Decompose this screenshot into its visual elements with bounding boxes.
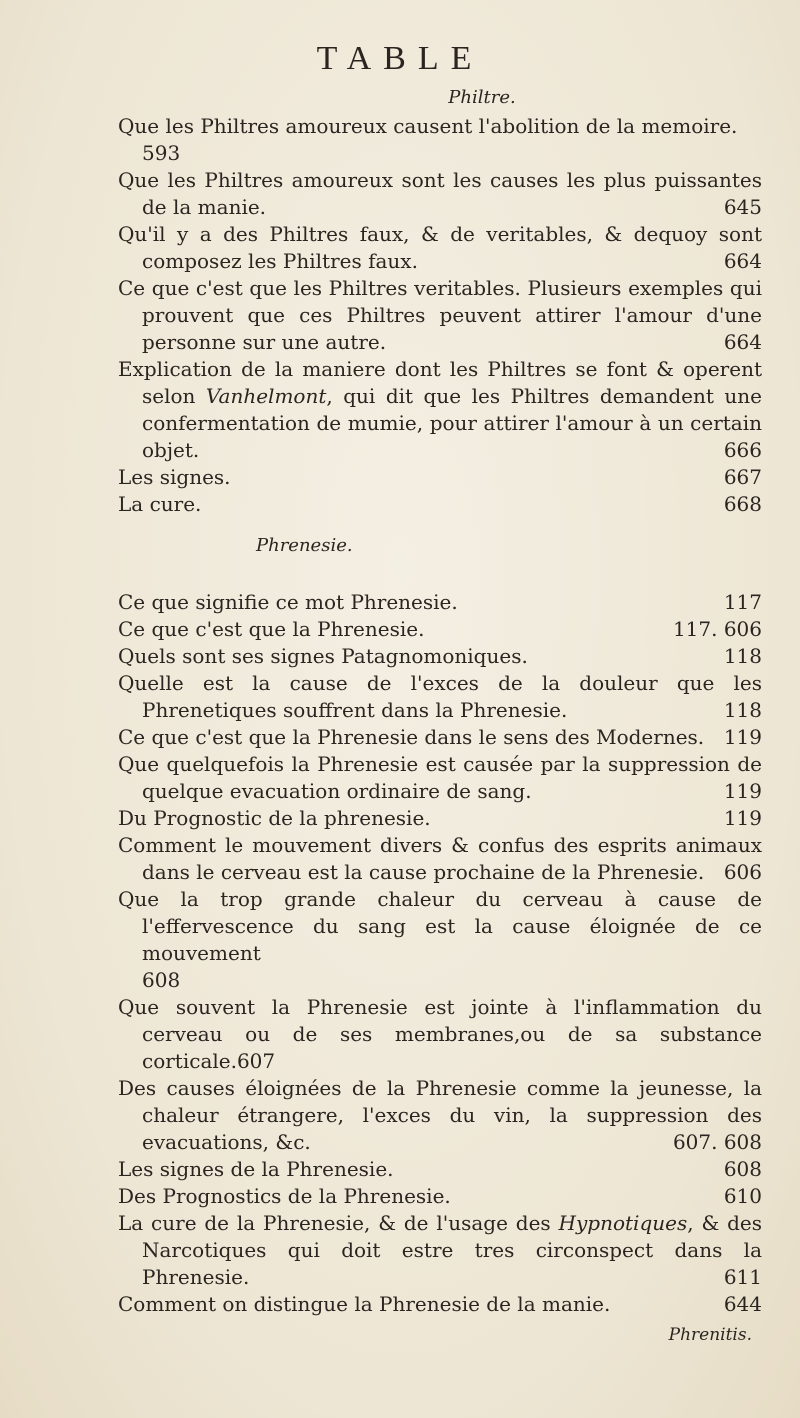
entry-text: Que les Philtres amoureux sont les causes les plus puissantes de la manie. [118,168,762,219]
page-reference: 117 [723,590,762,614]
index-entry [118,832,766,886]
index-entry [118,643,766,670]
page-reference: 606 [723,860,762,884]
entry-text: Quelle est la cause de l'exces de la douleur que les Phrenetiques souffrent dans la Phrenesie. [118,671,762,722]
index-entry [118,275,766,356]
page-reference-wrap [723,589,762,616]
entry-text: Du Prognostic de la phrenesie. [118,806,431,830]
page-reference: 668 [723,492,762,516]
page-reference-wrap [723,697,762,724]
page-reference: 119 [723,806,762,830]
page-reference-wrap [723,805,762,832]
entry-text: Que quelquefois la Phrenesie est causée par la suppression de quelque evacuation ordinaire de sang. [118,752,762,803]
page-reference-wrap [723,643,762,670]
index-entry [118,589,766,616]
page-reference-wrap [723,1156,762,1183]
entry-text: Comment le mouvement divers & confus des esprits animaux dans le cerveau est la cause prochaine de la Phrenesie. [118,833,762,884]
page-reference: 667 [723,465,762,489]
index-entry [118,1075,766,1156]
index-entry [118,1183,766,1210]
page-reference: 666 [723,438,762,462]
page-reference: 119 [723,725,762,749]
entry-text: La cure de la Phrenesie, & de l'usage des Hypnotiques, & des Narcotiques qui doit estre tres circonspect dans la Phrenesie. [118,1211,762,1289]
page-reference-wrap [672,1129,762,1156]
entry-text: Que les Philtres amoureux causent l'abolition de la memoire. [118,114,738,138]
entry-text: Ce que c'est que les Philtres veritables. Plusieurs exemples qui prouvent que ces Philtres peuvent attirer l'amour d'une personne sur une autre. [118,276,762,354]
page-reference-wrap [723,194,762,221]
page-header: TABLE [316,40,484,77]
entry-text: Ce que c'est que la Phrenesie dans le sens des Modernes. [118,725,705,749]
entry-text: Des causes éloignées de la Phrenesie comme la jeunesse, la chaleur étrangere, l'exces du vin, la suppression des evacuations, &c. [118,1076,762,1154]
index-entry [118,113,766,167]
index-entry [118,167,766,221]
page-reference-wrap [723,1264,762,1291]
index-content [118,84,766,1349]
page-reference-wrap [723,778,762,805]
index-entry [118,1291,766,1318]
index-entry [118,994,766,1075]
page-reference: 608 [142,968,181,992]
entry-text: Les signes de la Phrenesie. [118,1157,394,1181]
page-reference-wrap [723,859,762,886]
page-reference-wrap [723,329,762,356]
index-entry [118,491,766,518]
section-phrenesie [118,589,766,1318]
page-reference-wrap [723,437,762,464]
index-entry [118,356,766,464]
index-entry [118,751,766,805]
page-reference: 608 [723,1157,762,1181]
section-philtre [118,113,766,518]
entry-text: Que la trop grande chaleur du cerveau à cause de l'effervescence du sang est la cause éloignée de ce mouvement [118,887,762,965]
index-entry [118,1156,766,1183]
page-reference-wrap [723,724,762,751]
page-reference: 593 [142,141,181,165]
index-entry [118,1210,766,1291]
index-entry [118,886,766,994]
page-reference: 118 [723,698,762,722]
entry-text: Des Prognostics de la Phrenesie. [118,1184,451,1208]
entry-text: Qu'il y a des Philtres faux, & de veritables, & dequoy sont composez les Philtres faux. [118,222,762,273]
page-reference: 607 [236,1049,276,1073]
page-reference-wrap [723,464,762,491]
page-reference-wrap [723,1291,762,1318]
section-title-phrenesie: Phrenesie. [256,535,353,556]
index-entry [118,616,766,643]
index-entry [118,464,766,491]
page-reference: 607. 608 [672,1130,762,1154]
page-reference-wrap [723,1183,762,1210]
page-reference: 664 [723,330,762,354]
page-reference: 610 [723,1184,762,1208]
page-reference: 117. 606 [672,617,762,641]
entry-text: Explication de la maniere dont les Philtres se font & operent selon Vanhelmont, qui dit que les Philtres demandent une confermentation de mumie, pour attirer l'amour à un certain objet. [118,357,762,462]
section-title-philtre: Philtre. [448,87,516,108]
entry-text: Comment on distingue la Phrenesie de la manie. [118,1292,611,1316]
entry-text: Ce que c'est que la Phrenesie. [118,617,425,641]
page-reference-wrap [723,491,762,518]
page-reference-wrap [672,616,762,643]
index-entry [118,221,766,275]
catchword: Phrenitis. [668,1325,752,1345]
entry-text: Ce que signifie ce mot Phrenesie. [118,590,458,614]
entry-text: Que souvent la Phrenesie est jointe à l'inflammation du cerveau ou de ses membranes,ou de sa substance corticale. [118,995,762,1073]
page-reference-wrap [723,248,762,275]
page-reference: 119 [723,779,762,803]
page-reference: 118 [723,644,762,668]
index-entry [118,805,766,832]
entry-text: La cure. [118,492,202,516]
entry-text: Quels sont ses signes Patagnomoniques. [118,644,528,668]
page-reference: 645 [723,195,762,219]
index-entry [118,670,766,724]
page-reference: 664 [723,249,762,273]
index-entry [118,724,766,751]
entry-text: Les signes. [118,465,231,489]
page-reference: 611 [723,1265,762,1289]
page-reference: 644 [723,1292,762,1316]
